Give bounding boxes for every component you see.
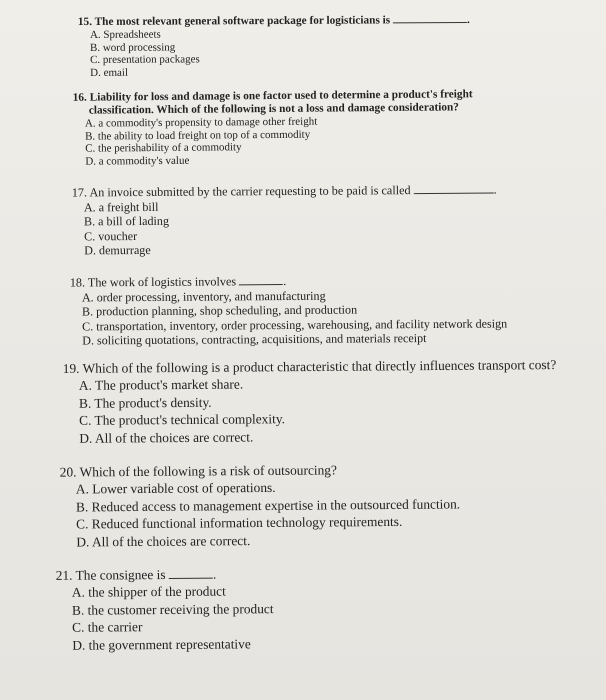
question-21 — [56, 565, 274, 654]
choice-d: D. soliciting quotations, contracting, acquisitions, and materials receipt — [82, 330, 427, 348]
question-stem: 19. Which of the following is a product characteristic that directly influences transport cost? — [62, 357, 557, 376]
question-stem-continued: classification. Which of the following is not a loss and damage consideration? — [88, 101, 459, 117]
choice-b: B. the customer receiving the product — [71, 600, 274, 618]
choice-b: B. production planning, shop scheduling, and production — [81, 302, 358, 319]
choice-a: A. order processing, inventory, and manufacturing — [81, 288, 326, 305]
choice-a: A. Spreadsheets — [89, 28, 161, 41]
choice-c: C. transportation, inventory, order processing, warehousing, and facility network design — [82, 316, 508, 334]
choice-a: A. Lower variable cost of operations. — [75, 479, 276, 497]
question-text: 21. The consignee is — [55, 566, 166, 583]
question-stem: 17. An invoice submitted by the carrier requesting to be paid is called . — [71, 182, 497, 200]
choice-a: A. a commodity's propensity to damage other freight — [84, 115, 318, 130]
choice-list — [84, 198, 497, 258]
question-stem: 21. The consignee is . — [55, 566, 217, 583]
question-15 — [78, 11, 470, 79]
answer-blank — [393, 11, 467, 23]
choice-c: C. Reduced functional information technology requirements. — [76, 513, 403, 532]
choice-list — [90, 27, 470, 79]
choice-b: B. the ability to load freight on top of a commodity — [85, 128, 311, 143]
choice-c: C. voucher — [84, 228, 138, 243]
choice-a: A. The product's market share. — [78, 376, 244, 393]
choice-list — [85, 114, 473, 167]
question-text: 18. The work of logistics involves — [69, 274, 237, 290]
choice-b: B. The product's density. — [78, 394, 212, 411]
choice-d: D. email — [90, 66, 129, 79]
choice-d: D. All of the choices are correct. — [76, 532, 251, 549]
choice-c: C. The product's technical complexity. — [79, 411, 286, 428]
choice-b: B. a bill of lading — [83, 214, 170, 229]
choice-d: D. demurrage — [84, 242, 151, 258]
question-16 — [73, 88, 474, 167]
question-stem: 20. Which of the following is a risk of outsourcing? — [59, 462, 337, 480]
choice-c: C. presentation packages — [90, 53, 200, 66]
choice-d: D. the government representative — [72, 635, 251, 653]
question-19 — [63, 356, 557, 447]
choice-c: C. the perishability of a commodity — [85, 141, 242, 155]
choice-b: B. Reduced access to management expertise in the outsourced function. — [75, 495, 461, 514]
question-18 — [70, 271, 508, 347]
question-stem: 16. Liability for loss and damage is one factor used to determine a product's freight — [72, 88, 473, 104]
question-text: 15. The most relevant general software package for logisticians is — [77, 14, 391, 29]
answer-blank — [414, 182, 494, 195]
choice-list — [79, 373, 557, 447]
answer-blank — [169, 567, 213, 579]
choice-a: A. the shipper of the product — [71, 583, 226, 600]
choice-list — [82, 287, 507, 347]
choice-list — [76, 477, 461, 550]
choice-b: B. word processing — [89, 41, 176, 54]
choice-a: A. a freight bill — [83, 199, 159, 215]
question-17 — [72, 182, 497, 258]
choice-d: D. a commodity's value — [85, 154, 190, 168]
question-stem: 18. The work of logistics involves . — [69, 274, 287, 290]
answer-blank — [239, 273, 283, 285]
choice-c: C. the carrier — [72, 619, 143, 635]
question-stem: 15. The most relevant general software package for logisticians is . — [78, 11, 470, 29]
question-20 — [60, 460, 461, 550]
choice-list — [72, 582, 274, 654]
question-text: 17. An invoice submitted by the carrier requesting to be paid is called — [71, 183, 411, 200]
choice-d: D. All of the choices are correct. — [79, 428, 254, 446]
